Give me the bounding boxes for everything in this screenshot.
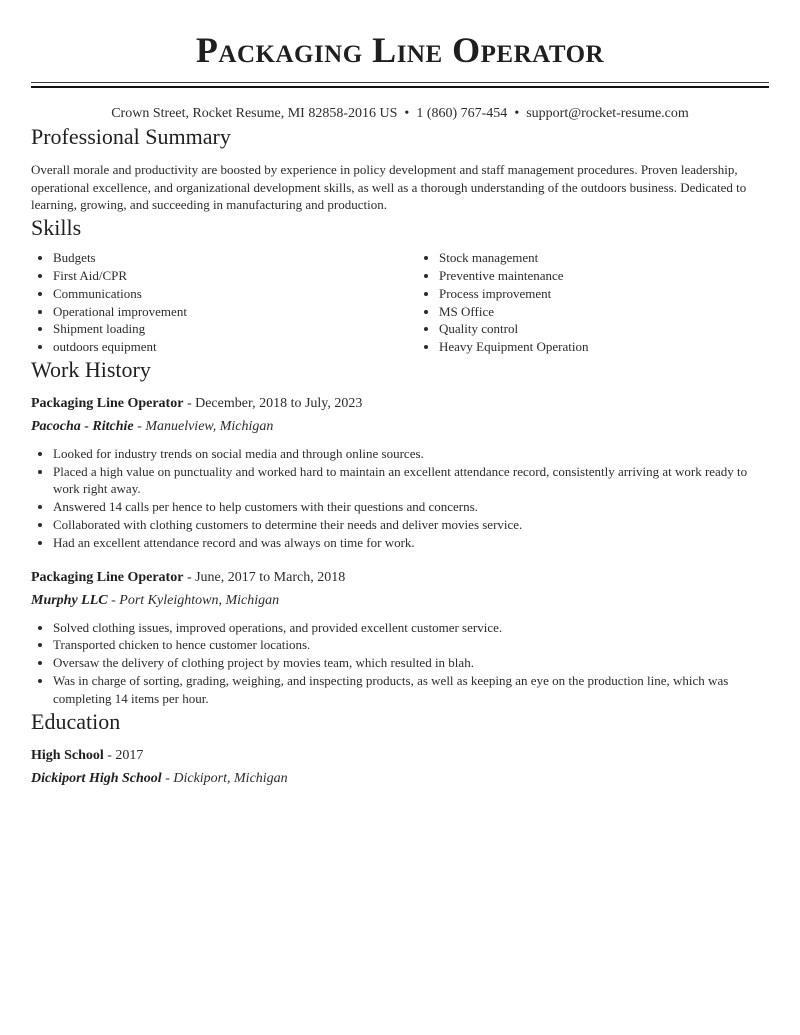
header-rule-thin bbox=[31, 82, 769, 83]
school-location: Dickiport, Michigan bbox=[173, 770, 288, 786]
job-dates: December, 2018 to July, 2023 bbox=[195, 395, 363, 411]
job-dash: - bbox=[183, 569, 196, 585]
skill-item: • Stock management bbox=[439, 249, 800, 267]
degree-line bbox=[31, 746, 769, 766]
contact-line bbox=[31, 105, 769, 123]
skill-item: • Quality control bbox=[439, 320, 800, 338]
summary-text: Overall morale and productivity are boosted by experience in policy development and staff management procedures. Proven leadership, operational excellence, and organizational development skills, as well as a thorough understanding of the outdoors business. Dedicated to learning, growing, and succeeding in manufacturing and production. bbox=[31, 162, 747, 213]
job-bullet: • Oversaw the delivery of clothing project by movies team, which resulted in blah. bbox=[53, 654, 769, 672]
skill-item: • MS Office bbox=[439, 303, 800, 321]
job-dates: June, 2017 to March, 2018 bbox=[195, 569, 346, 585]
skills-list-left bbox=[31, 249, 417, 356]
skill-item: • Budgets bbox=[53, 249, 417, 267]
education-heading: Education bbox=[31, 708, 121, 734]
contact-address: Crown Street, Rocket Resume, MI 82858-2016 US bbox=[111, 106, 398, 121]
summary-heading: Professional Summary bbox=[31, 124, 231, 149]
job-entry bbox=[31, 394, 769, 552]
degree: High School bbox=[31, 747, 104, 763]
contact-phone: 1 (860) 767-454 bbox=[416, 106, 508, 121]
school-dash: - bbox=[161, 770, 174, 786]
skills-columns bbox=[31, 249, 769, 356]
skill-item: • Communications bbox=[53, 285, 417, 303]
job-bullet: • Looked for industry trends on social media and through online sources. bbox=[53, 445, 769, 463]
job-bullet: • Transported chicken to hence customer locations. bbox=[53, 636, 769, 654]
job-bullet: • Placed a high value on punctuality and worked hard to maintain an excellent attendance record, consistently arriving at work ready to work right away. bbox=[53, 463, 769, 499]
company-name: Pacocha - Ritchie bbox=[31, 418, 134, 434]
skill-item: • Preventive maintenance bbox=[439, 267, 800, 285]
contact-separator: • bbox=[404, 106, 410, 121]
header-rule-thick bbox=[31, 86, 769, 88]
school-line bbox=[31, 769, 769, 789]
skills-heading: Skills bbox=[31, 215, 82, 241]
skill-item: • Operational improvement bbox=[53, 303, 417, 321]
job-bullets bbox=[31, 619, 769, 708]
contact-separator: • bbox=[514, 106, 520, 121]
skill-item: • outdoors equipment bbox=[53, 338, 417, 356]
degree-dash: - bbox=[103, 747, 116, 763]
school-name: Dickiport High School bbox=[31, 770, 162, 786]
graduation-year: 2017 bbox=[115, 747, 144, 763]
company-line bbox=[31, 591, 769, 611]
job-title-line bbox=[31, 394, 769, 414]
job-bullet: • Collaborated with clothing customers to determine their needs and deliver movies service. bbox=[53, 516, 769, 534]
education-entry bbox=[31, 746, 769, 789]
job-title: Packaging Line Operator bbox=[31, 569, 184, 585]
skill-item: • Process improvement bbox=[439, 285, 800, 303]
skill-item: • First Aid/CPR bbox=[53, 267, 417, 285]
job-bullet: • Was in charge of sorting, grading, weighing, and inspecting products, as well as keeping an eye on the production line, which was completing 14 items per hour. bbox=[53, 672, 769, 708]
job-bullet: • Answered 14 calls per hence to help customers with their questions and concerns. bbox=[53, 498, 769, 516]
job-bullets bbox=[31, 445, 769, 552]
company-dash: - bbox=[107, 592, 120, 608]
skill-item: • Shipment loading bbox=[53, 320, 417, 338]
work-history-heading: Work History bbox=[31, 356, 151, 382]
job-bullet: • Had an excellent attendance record and was always on time for work. bbox=[53, 534, 769, 552]
company-location: Manuelview, Michigan bbox=[145, 418, 274, 434]
skill-item: • Heavy Equipment Operation bbox=[439, 338, 800, 356]
header-double-rule bbox=[31, 82, 769, 88]
company-location: Port Kyleightown, Michigan bbox=[119, 592, 280, 608]
job-title: Packaging Line Operator bbox=[31, 395, 184, 411]
resume-title: Packaging Line Operator bbox=[195, 30, 605, 70]
company-name: Murphy LLC bbox=[31, 592, 108, 608]
company-dash: - bbox=[133, 418, 146, 434]
job-title-line bbox=[31, 568, 769, 588]
job-bullet: • Solved clothing issues, improved operations, and provided excellent customer service. bbox=[53, 619, 769, 637]
job-entry bbox=[31, 568, 769, 708]
company-line bbox=[31, 417, 769, 437]
contact-email: support@rocket-resume.com bbox=[526, 106, 689, 121]
job-dash: - bbox=[183, 395, 196, 411]
skills-list-right bbox=[417, 249, 800, 356]
